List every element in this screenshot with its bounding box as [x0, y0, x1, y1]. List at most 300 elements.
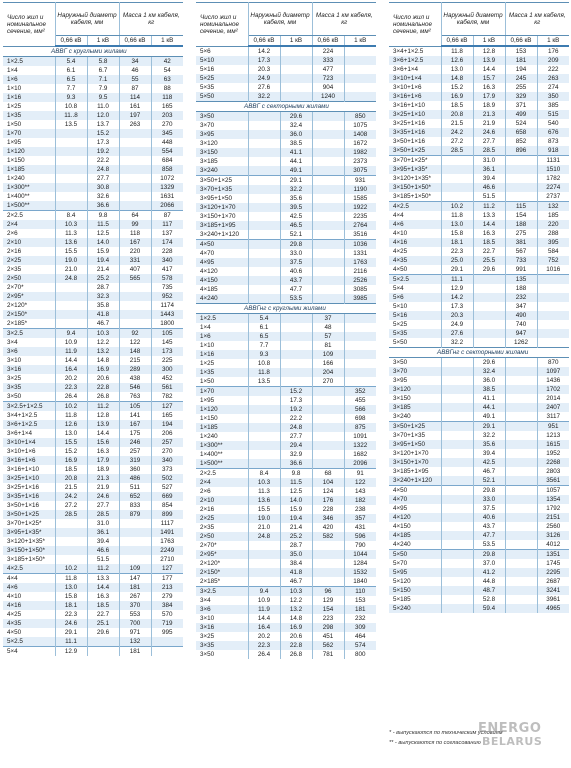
cell-mass-1 [344, 323, 376, 332]
cell-mass-1: 2764 [344, 221, 376, 230]
cell-mass-1: 145 [151, 338, 183, 347]
cell-diameter-066: 13.5 [248, 377, 280, 387]
table-row [389, 311, 569, 320]
cell-mass-066 [505, 495, 537, 504]
cell-mass-066: 167 [119, 238, 151, 247]
cell-diameter-1: 13.3 [87, 574, 119, 584]
cell-mass-066: 188 [505, 284, 537, 293]
cell-cores: 3×50+1×25 [196, 176, 248, 186]
cell-mass-066: 255 [505, 83, 537, 92]
cell-diameter-066 [55, 537, 87, 546]
section-header-row [196, 102, 376, 112]
cell-mass-066: 329 [505, 92, 537, 101]
cell-diameter-066 [55, 319, 87, 329]
cell-mass-066: 524 [505, 119, 537, 128]
header-voltage-1: 1 кВ [537, 36, 569, 47]
cell-cores: 1×95 [3, 138, 55, 147]
cell-mass-1: 1117 [151, 519, 183, 528]
cell-diameter-1: 46.7 [280, 577, 312, 587]
cell-diameter-1: 15.6 [87, 438, 119, 447]
cell-diameter-1: 15.2 [87, 129, 119, 138]
table-row [389, 247, 569, 256]
cell-diameter-066: 18.1 [55, 601, 87, 610]
cell-mass-066: 319 [119, 456, 151, 465]
cell-diameter-1: 41.8 [280, 568, 312, 577]
cell-diameter-066 [248, 294, 280, 304]
cell-diameter-066: 5.4 [248, 314, 280, 324]
cell-diameter-1: 37.0 [473, 559, 505, 568]
table-row [3, 402, 183, 412]
cell-mass-1: 203 [151, 111, 183, 120]
table-row [196, 478, 376, 487]
cell-cores: 3×50 [3, 392, 55, 402]
cell-mass-066: 224 [312, 46, 344, 56]
cell-diameter-1: 21.4 [87, 265, 119, 274]
cell-diameter-1: 38.5 [280, 139, 312, 148]
cell-diameter-1: 29.6 [473, 358, 505, 368]
cell-mass-066: 64 [119, 211, 151, 221]
cell-diameter-1: 11.5 [87, 220, 119, 229]
cell-diameter-066: 9.3 [55, 93, 87, 102]
cell-diameter-066: 24.2 [441, 128, 473, 137]
cell-diameter-1 [280, 332, 312, 341]
cell-diameter-1: 19.4 [280, 514, 312, 523]
cell-mass-1: 2268 [537, 458, 569, 467]
cell-mass-1: 1351 [537, 550, 569, 560]
cell-mass-1: 875 [344, 423, 376, 432]
cell-cores: 2×4 [196, 478, 248, 487]
cell-diameter-066: 21.5 [441, 119, 473, 128]
table-row [389, 385, 569, 394]
cell-mass-066 [505, 367, 537, 376]
table-row [196, 212, 376, 221]
cell-mass-1: 137 [151, 229, 183, 238]
cell-diameter-1: 19.4 [87, 256, 119, 265]
table-row [3, 411, 183, 420]
cell-diameter-066 [441, 486, 473, 496]
cell-mass-1: 165 [151, 102, 183, 111]
cell-diameter-066: 16.9 [55, 456, 87, 465]
cell-diameter-066 [441, 458, 473, 467]
cell-diameter-066 [441, 586, 473, 595]
cell-diameter-1: 22.2 [87, 156, 119, 165]
cell-diameter-066 [441, 531, 473, 540]
cell-mass-1: 165 [151, 411, 183, 420]
table-row [196, 605, 376, 614]
cell-diameter-1: 22.7 [87, 610, 119, 619]
table-row [196, 414, 376, 423]
cell-mass-066 [312, 249, 344, 258]
cell-diameter-1: 21.4 [280, 523, 312, 532]
cell-mass-066: 904 [312, 83, 344, 92]
table-row [196, 285, 376, 294]
cell-mass-066: 175 [119, 429, 151, 438]
cell-mass-066 [505, 156, 537, 166]
cell-diameter-066: 15.8 [441, 229, 473, 238]
cell-cores: 3×240 [196, 166, 248, 176]
cell-diameter-066: 22.3 [55, 383, 87, 392]
cell-mass-066 [119, 174, 151, 183]
cell-cores: 4×150 [196, 276, 248, 285]
cell-diameter-066: 16.4 [55, 365, 87, 374]
header-voltage-066: 0,66 кВ [312, 36, 344, 47]
table-row [196, 157, 376, 166]
cell-cores: 4×50 [389, 486, 441, 496]
cell-diameter-1: 42.5 [280, 212, 312, 221]
cell-diameter-1: 29.4 [280, 441, 312, 450]
cell-diameter-1: 37.5 [280, 258, 312, 267]
cell-cores: 3×25 [3, 374, 55, 383]
table-row [196, 240, 376, 250]
cell-diameter-1 [280, 92, 312, 102]
cell-mass-1: 1284 [344, 559, 376, 568]
table-row [389, 412, 569, 422]
cell-diameter-1: 9.8 [280, 469, 312, 479]
table-row [389, 238, 569, 247]
cell-mass-1: 540 [537, 119, 569, 128]
cell-mass-1: 870 [537, 358, 569, 368]
cell-diameter-066: 22.3 [441, 247, 473, 256]
table-row [196, 623, 376, 632]
table-row [196, 130, 376, 139]
cell-diameter-066: 13.0 [441, 220, 473, 229]
cell-cores: 3×10+1×4 [3, 438, 55, 447]
cell-cores: 1×400** [3, 192, 55, 201]
cell-cores: 4×2.5 [3, 564, 55, 574]
cell-diameter-066: 28.5 [55, 510, 87, 519]
table-row [196, 505, 376, 514]
cell-cores: 1×500** [3, 201, 55, 211]
cell-diameter-066: 15.2 [441, 83, 473, 92]
cell-cores: 2×25 [196, 514, 248, 523]
table-column-1 [3, 2, 183, 656]
cell-mass-1: 213 [151, 583, 183, 592]
cell-mass-1: 3985 [344, 294, 376, 304]
cell-cores: 1×10 [196, 341, 248, 350]
cell-diameter-066 [248, 157, 280, 166]
cell-diameter-066 [441, 431, 473, 440]
cell-diameter-1: 27.7 [473, 137, 505, 146]
cell-diameter-066 [55, 546, 87, 555]
table-row [196, 532, 376, 541]
cell-diameter-1: 22.7 [473, 247, 505, 256]
table-body [3, 46, 183, 656]
cell-mass-066 [312, 139, 344, 148]
table-row [3, 238, 183, 247]
header-cores: Число жил и номинальное сечение, мм² [3, 3, 55, 47]
cell-diameter-066 [441, 522, 473, 531]
cell-mass-1: 153 [344, 596, 376, 605]
cell-mass-066: 879 [119, 510, 151, 519]
cell-diameter-1: 43.7 [473, 522, 505, 531]
cell-mass-1: 122 [344, 478, 376, 487]
cell-cores: 5×25 [196, 74, 248, 83]
cell-mass-066 [312, 194, 344, 203]
cell-mass-066 [312, 550, 344, 559]
cell-mass-1: 373 [151, 465, 183, 474]
cell-mass-1: 1922 [344, 203, 376, 212]
cell-mass-066: 104 [312, 478, 344, 487]
cell-diameter-1: 14.0 [280, 496, 312, 505]
table-row [196, 550, 376, 559]
cell-mass-066: 511 [119, 483, 151, 492]
table-row [389, 476, 569, 486]
cell-diameter-066: 11..8 [55, 111, 87, 120]
cell-diameter-1: 24.8 [87, 165, 119, 174]
cell-diameter-066: 8.4 [248, 469, 280, 479]
cell-cores: 3×95 [389, 376, 441, 385]
cell-diameter-066 [248, 194, 280, 203]
cell-mass-1: 3241 [537, 586, 569, 595]
cell-diameter-066: 11.9 [55, 347, 87, 356]
cell-diameter-066 [441, 559, 473, 568]
cell-diameter-066 [55, 183, 87, 192]
cell-cores: 3×50 [196, 112, 248, 122]
table-row [196, 368, 376, 377]
cell-diameter-1: 31.0 [87, 519, 119, 528]
cell-mass-066: 270 [312, 377, 344, 387]
cell-cores: 3×50+1×16 [389, 137, 441, 146]
cell-mass-1: 1782 [537, 174, 569, 183]
cell-diameter-1: 11.5 [280, 478, 312, 487]
cell-diameter-1: 36.6 [280, 459, 312, 469]
cell-mass-1: 455 [344, 396, 376, 405]
cell-cores: 1×10 [3, 84, 55, 93]
cell-diameter-066 [441, 476, 473, 486]
cell-cores: 4×2.5 [389, 202, 441, 212]
cell-diameter-1: 35.6 [473, 440, 505, 449]
cell-cores: 2×10 [196, 496, 248, 505]
cell-diameter-066: 17.3 [441, 302, 473, 311]
table-row [196, 92, 376, 102]
cell-diameter-066: 32.2 [248, 92, 280, 102]
cell-cores: 2×6 [3, 229, 55, 238]
cell-mass-066 [505, 531, 537, 540]
cell-cores: 3×50 [196, 650, 248, 659]
cell-cores: 3×6+1×4 [389, 65, 441, 74]
cell-cores: 3×6+1×4 [3, 429, 55, 438]
table-row [196, 267, 376, 276]
cell-cores: 3×150+1×70 [389, 458, 441, 467]
cell-diameter-1: 30.8 [87, 183, 119, 192]
cell-diameter-066 [441, 495, 473, 504]
cell-mass-066: 109 [119, 564, 151, 574]
cell-diameter-066: 17.3 [248, 56, 280, 65]
cell-diameter-1: 49.1 [473, 412, 505, 422]
table-row [389, 74, 569, 83]
cell-cores: 3×6+1×2.5 [3, 420, 55, 429]
cell-cores: 1×120 [3, 147, 55, 156]
cell-diameter-1 [280, 83, 312, 92]
cell-cores: 3×95+1×35* [389, 165, 441, 174]
cell-mass-1: 1408 [344, 130, 376, 139]
table-row [3, 84, 183, 93]
header-voltage-1: 1 кВ [344, 36, 376, 47]
table-row [3, 292, 183, 301]
cell-mass-1: 118 [151, 93, 183, 102]
cell-diameter-066: 12.9 [55, 647, 87, 657]
cell-mass-066: 194 [505, 65, 537, 74]
cell-cores: 5×50 [196, 92, 248, 102]
cell-mass-1: 1631 [151, 192, 183, 201]
cell-mass-1: 300 [151, 365, 183, 374]
cell-cores: 1×16 [3, 93, 55, 102]
cell-mass-066 [119, 310, 151, 319]
cell-diameter-066: 20.2 [248, 632, 280, 641]
cell-mass-066: 132 [119, 637, 151, 647]
cell-cores: 1×6 [3, 75, 55, 84]
cell-mass-066: 105 [119, 402, 151, 412]
cell-mass-066 [312, 441, 344, 450]
cell-mass-1: 127 [151, 402, 183, 412]
cell-cores: 3×50+1×25 [389, 422, 441, 432]
cell-cores: 4×50 [196, 240, 248, 250]
table-row [3, 474, 183, 483]
cell-mass-066: 99 [119, 220, 151, 229]
cell-diameter-066: 20.2 [55, 374, 87, 383]
cell-cores: 3×70 [196, 121, 248, 130]
cell-diameter-1: 12.5 [87, 229, 119, 238]
cell-mass-1: 206 [151, 429, 183, 438]
cell-cores: 5×4 [3, 647, 55, 657]
cell-cores: 3×50+1×25 [3, 510, 55, 519]
cell-mass-1: 873 [537, 137, 569, 146]
cell-mass-066: 228 [312, 505, 344, 514]
cell-diameter-1: 16.9 [87, 365, 119, 374]
cell-cores: 3×70+1×25* [3, 519, 55, 528]
section-title: АВВГнг с круглыми жилами [196, 304, 376, 314]
cell-cores: 5×6 [196, 46, 248, 56]
table-row [389, 293, 569, 302]
cell-mass-1: 561 [151, 383, 183, 392]
cell-mass-1: 357 [344, 514, 376, 523]
cell-diameter-066: 10.9 [55, 338, 87, 347]
cell-mass-1: 464 [344, 632, 376, 641]
header-mass: Масса 1 км кабеля, кг [312, 3, 376, 36]
cell-diameter-066 [55, 310, 87, 319]
table-column-2 [196, 2, 376, 659]
cell-mass-066 [312, 459, 344, 469]
cell-diameter-1: 16.9 [280, 623, 312, 632]
table-row [3, 75, 183, 84]
cell-cores: 4×95 [389, 504, 441, 513]
cell-mass-1: 288 [537, 229, 569, 238]
cell-diameter-1: 16.3 [473, 83, 505, 92]
table-header [3, 3, 183, 47]
cell-mass-1 [344, 314, 376, 324]
cell-diameter-066: 10.9 [248, 596, 280, 605]
cell-cores: 2×120* [3, 301, 55, 310]
table-row [196, 294, 376, 304]
cell-diameter-066 [55, 292, 87, 301]
cell-mass-066 [312, 276, 344, 285]
cell-diameter-066 [55, 174, 87, 183]
cell-cores: 4×185 [389, 531, 441, 540]
table-row [196, 423, 376, 432]
cell-diameter-066: 11.8 [441, 211, 473, 220]
cell-mass-066 [312, 212, 344, 221]
cell-mass-066: 92 [119, 329, 151, 339]
cell-mass-066: 114 [119, 93, 151, 102]
cell-diameter-066 [248, 212, 280, 221]
cell-cores: 2×35 [3, 265, 55, 274]
table-row [389, 302, 569, 311]
cell-mass-1: 3085 [344, 285, 376, 294]
cell-mass-066: 204 [312, 368, 344, 377]
cell-mass-066 [119, 201, 151, 211]
cell-diameter-066: 21.5 [55, 483, 87, 492]
cell-mass-1: 1763 [344, 258, 376, 267]
cell-mass-066: 188 [505, 220, 537, 229]
cell-mass-066: 781 [312, 650, 344, 659]
table-row [3, 592, 183, 601]
table-header [196, 3, 376, 47]
table-row [196, 405, 376, 414]
cell-mass-066 [312, 405, 344, 414]
cell-mass-1: 2687 [537, 577, 569, 586]
cell-diameter-1: 7.1 [87, 75, 119, 84]
cell-mass-066: 652 [119, 492, 151, 501]
cell-mass-066: 167 [119, 420, 151, 429]
table-row [3, 220, 183, 229]
cell-diameter-1: 22.8 [87, 383, 119, 392]
cell-diameter-066 [248, 203, 280, 212]
cell-diameter-066 [248, 185, 280, 194]
cell-diameter-066 [55, 147, 87, 156]
table-row [3, 274, 183, 283]
cell-cores: 3×35+1×16 [389, 128, 441, 137]
cell-mass-1: 452 [151, 374, 183, 383]
cell-mass-066: 971 [119, 628, 151, 637]
cell-diameter-1: 16.3 [87, 592, 119, 601]
cell-mass-1 [537, 311, 569, 320]
table-row [389, 522, 569, 531]
cell-mass-1: 2526 [344, 276, 376, 285]
cell-diameter-1: 51.5 [87, 555, 119, 564]
cell-diameter-1: 15.9 [280, 505, 312, 514]
table-row [3, 165, 183, 174]
cell-diameter-066 [248, 285, 280, 294]
cell-mass-066 [119, 147, 151, 156]
cell-diameter-1: 15.2 [280, 387, 312, 397]
cell-mass-066 [119, 528, 151, 537]
cell-mass-1: 182 [344, 496, 376, 505]
cell-diameter-066: 7.7 [55, 84, 87, 93]
table-row [3, 492, 183, 501]
cell-mass-066 [312, 203, 344, 212]
cell-diameter-1: 29.8 [473, 486, 505, 496]
cell-mass-1: 684 [151, 156, 183, 165]
cell-mass-066 [312, 230, 344, 240]
cell-diameter-1: 14.0 [87, 238, 119, 247]
cell-mass-1: 2737 [537, 192, 569, 202]
cell-diameter-066: 22.3 [248, 641, 280, 650]
cell-mass-066 [312, 157, 344, 166]
cell-mass-1 [344, 56, 376, 65]
table-row [389, 540, 569, 550]
table-row [196, 377, 376, 387]
cell-mass-1: 340 [151, 256, 183, 265]
cell-mass-1 [151, 637, 183, 647]
cell-mass-1: 1585 [344, 194, 376, 203]
cell-mass-066 [312, 185, 344, 194]
cell-diameter-1: 14.4 [87, 429, 119, 438]
cell-diameter-1: 32.2 [280, 185, 312, 194]
cell-diameter-066: 10.2 [55, 564, 87, 574]
cell-mass-1 [537, 284, 569, 293]
table-row [3, 183, 183, 192]
cell-diameter-066: 27.2 [441, 137, 473, 146]
